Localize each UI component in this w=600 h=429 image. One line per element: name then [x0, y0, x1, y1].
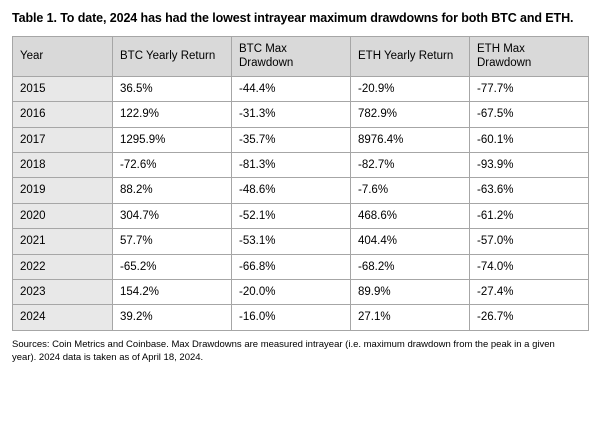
- cell-eth-max-drawdown: -60.1%: [470, 127, 589, 152]
- column-header-year: Year: [13, 36, 113, 76]
- cell-year: 2019: [13, 178, 113, 203]
- cell-eth-yearly-return: 404.4%: [351, 229, 470, 254]
- cell-btc-yearly-return: 57.7%: [113, 229, 232, 254]
- cell-year: 2017: [13, 127, 113, 152]
- cell-eth-max-drawdown: -74.0%: [470, 254, 589, 279]
- cell-year: 2016: [13, 102, 113, 127]
- column-header-eth-yearly-return: ETH Yearly Return: [351, 36, 470, 76]
- table-row: [13, 102, 589, 127]
- cell-year: 2015: [13, 76, 113, 101]
- table-row: [13, 76, 589, 101]
- column-header-btc-max-drawdown: BTC Max Drawdown: [232, 36, 351, 76]
- cell-btc-max-drawdown: -31.3%: [232, 102, 351, 127]
- cell-btc-max-drawdown: -20.0%: [232, 279, 351, 304]
- table-row: [13, 203, 589, 228]
- cell-year: 2018: [13, 153, 113, 178]
- cell-btc-yearly-return: -65.2%: [113, 254, 232, 279]
- cell-eth-yearly-return: -7.6%: [351, 178, 470, 203]
- cell-eth-max-drawdown: -77.7%: [470, 76, 589, 101]
- table-footnote: Sources: Coin Metrics and Coinbase. Max Drawdowns are measured intrayear (i.e. maximum drawdown from the peak in a given year). 2024 data is taken as of April 18, 2024.: [12, 338, 555, 364]
- cell-eth-max-drawdown: -26.7%: [470, 305, 589, 330]
- table-title: Table 1. To date, 2024 has had the lowest intrayear maximum drawdowns for both BTC and ETH.: [12, 11, 574, 25]
- cell-btc-max-drawdown: -48.6%: [232, 178, 351, 203]
- cell-btc-max-drawdown: -16.0%: [232, 305, 351, 330]
- table-row: [13, 127, 589, 152]
- cell-eth-max-drawdown: -61.2%: [470, 203, 589, 228]
- table-row: [13, 229, 589, 254]
- cell-btc-yearly-return: 88.2%: [113, 178, 232, 203]
- cell-eth-yearly-return: 468.6%: [351, 203, 470, 228]
- cell-year: 2020: [13, 203, 113, 228]
- cell-btc-max-drawdown: -53.1%: [232, 229, 351, 254]
- cell-btc-max-drawdown: -52.1%: [232, 203, 351, 228]
- cell-btc-yearly-return: 1295.9%: [113, 127, 232, 152]
- cell-btc-yearly-return: -72.6%: [113, 153, 232, 178]
- column-header-eth-max-drawdown: ETH Max Drawdown: [470, 36, 589, 76]
- cell-eth-yearly-return: 782.9%: [351, 102, 470, 127]
- cell-btc-yearly-return: 154.2%: [113, 279, 232, 304]
- cell-btc-yearly-return: 122.9%: [113, 102, 232, 127]
- table-row: [13, 254, 589, 279]
- cell-eth-max-drawdown: -67.5%: [470, 102, 589, 127]
- cell-eth-yearly-return: -68.2%: [351, 254, 470, 279]
- cell-btc-yearly-return: 36.5%: [113, 76, 232, 101]
- cell-eth-max-drawdown: -93.9%: [470, 153, 589, 178]
- cell-btc-yearly-return: 304.7%: [113, 203, 232, 228]
- cell-btc-max-drawdown: -35.7%: [232, 127, 351, 152]
- table-header: [13, 36, 589, 76]
- table-row: [13, 279, 589, 304]
- cell-eth-yearly-return: 8976.4%: [351, 127, 470, 152]
- drawdowns-table: [12, 36, 589, 331]
- column-header-btc-yearly-return: BTC Yearly Return: [113, 36, 232, 76]
- cell-eth-max-drawdown: -63.6%: [470, 178, 589, 203]
- cell-eth-yearly-return: 89.9%: [351, 279, 470, 304]
- table-body: [13, 76, 589, 330]
- table-row: [13, 153, 589, 178]
- cell-year: 2022: [13, 254, 113, 279]
- cell-btc-max-drawdown: -44.4%: [232, 76, 351, 101]
- cell-eth-max-drawdown: -57.0%: [470, 229, 589, 254]
- cell-btc-yearly-return: 39.2%: [113, 305, 232, 330]
- cell-eth-yearly-return: -82.7%: [351, 153, 470, 178]
- table-row: [13, 178, 589, 203]
- table-row: [13, 305, 589, 330]
- cell-eth-yearly-return: -20.9%: [351, 76, 470, 101]
- cell-year: 2021: [13, 229, 113, 254]
- cell-eth-yearly-return: 27.1%: [351, 305, 470, 330]
- cell-btc-max-drawdown: -81.3%: [232, 153, 351, 178]
- cell-year: 2023: [13, 279, 113, 304]
- table-header-row: [13, 36, 589, 76]
- cell-year: 2024: [13, 305, 113, 330]
- cell-eth-max-drawdown: -27.4%: [470, 279, 589, 304]
- cell-btc-max-drawdown: -66.8%: [232, 254, 351, 279]
